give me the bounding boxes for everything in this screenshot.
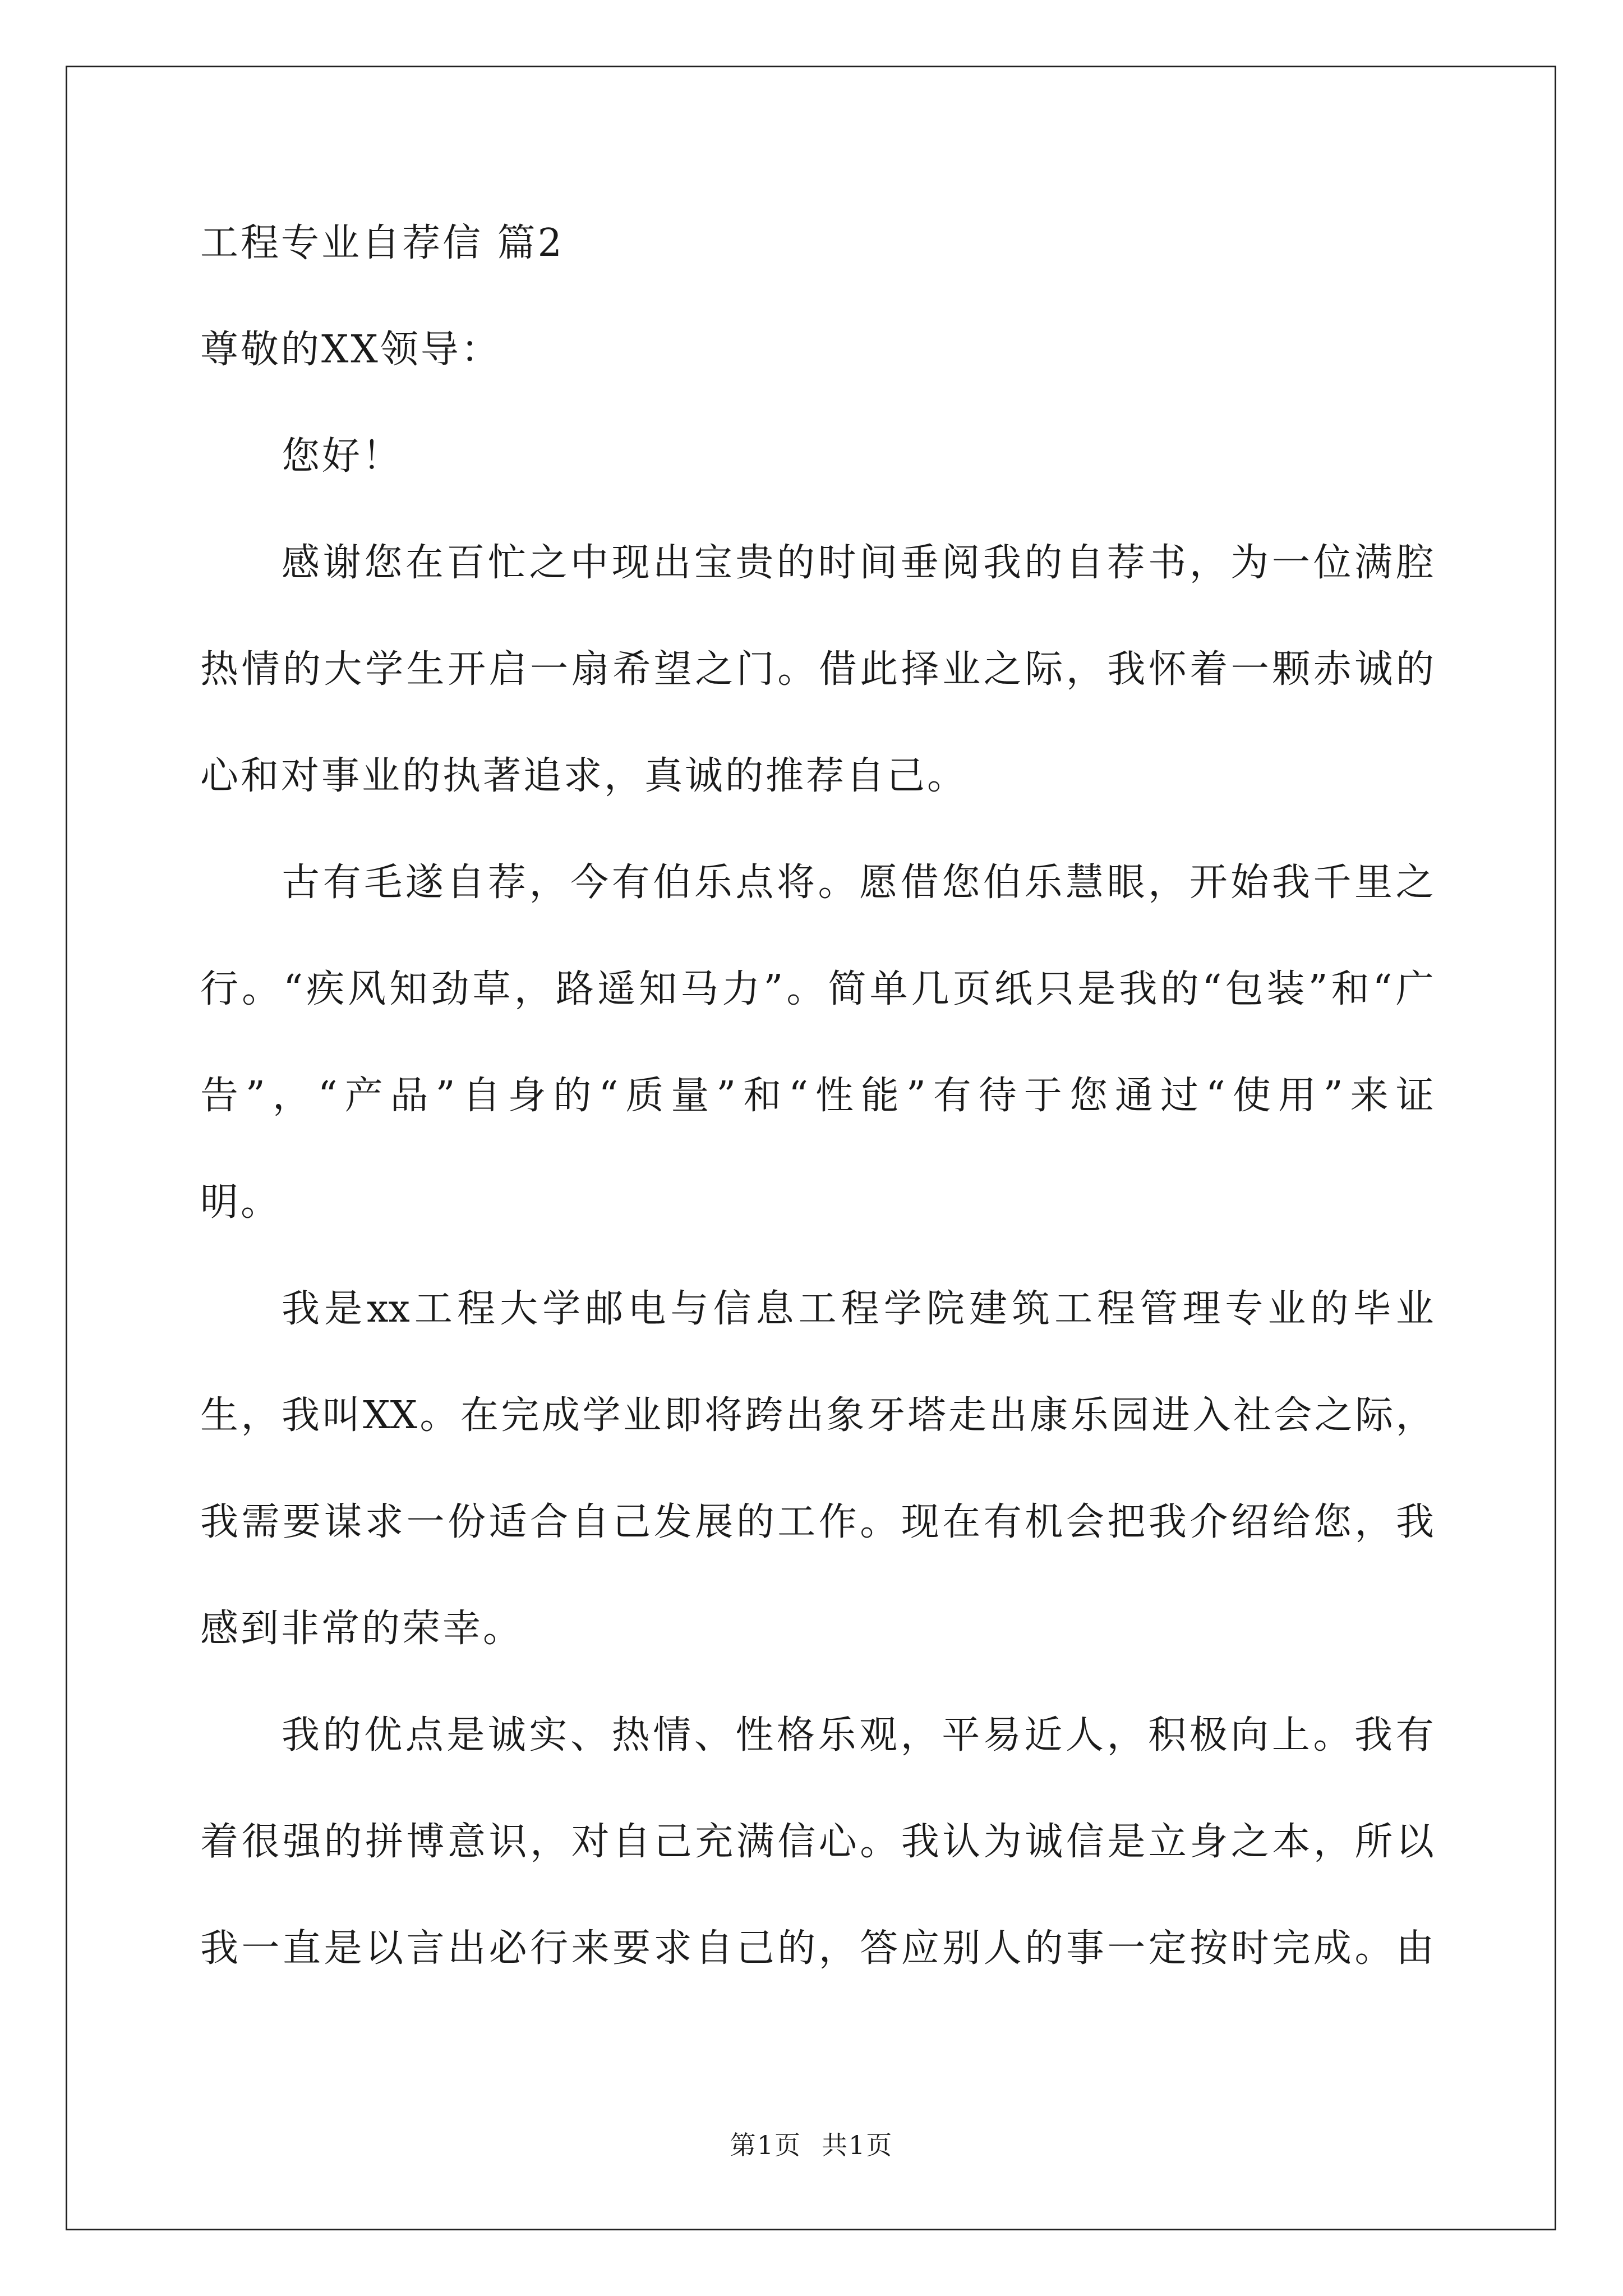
paragraph-line: 明。	[200, 1180, 282, 1225]
paragraph-line: 心和对事业的执著追求，真诚的推荐自己。	[200, 754, 968, 798]
paragraph-line: 告 ” ， “ 产 品 ” 自 身 的 “ 质 量 ” 和 “ 性 能 ” 有 待 于 您 通 过 “ 使 用 ” 来 证	[200, 1074, 1434, 1118]
greeting: 您好！	[282, 434, 403, 478]
paragraph-line: 我 需 要 谋 求 一 份 适 合 自 己 发 展 的 工 作 。 现 在 有 机 会 把 我 介 绍 给 您 ， 我	[200, 1500, 1434, 1544]
paragraph-line: 我 的 优 点 是 诚 实 、 热 情 、 性 格 乐 观 ， 平 易 近 人 ， 积 极 向 上 。 我 有	[282, 1713, 1434, 1757]
paragraph-line: 感到非常的荣幸。	[200, 1607, 524, 1651]
page-total: 共1页	[822, 2130, 893, 2160]
salutation: 尊敬的XX领导：	[200, 328, 501, 372]
page-border	[66, 66, 1556, 2230]
page-number: 第1页	[730, 2130, 801, 2160]
paragraph-line: 着 很 强 的 拼 博 意 识 ， 对 自 己 充 满 信 心 。 我 认 为 诚 信 是 立 身 之 本 ， 所 以	[200, 1820, 1434, 1864]
paragraph-line: 我 一 直 是 以 言 出 必 行 来 要 求 自 己 的 ， 答 应 别 人 的 事 一 定 按 时 完 成 。 由	[200, 1926, 1434, 1971]
paragraph-line: 生 ， 我 叫 XX 。 在 完 成 学 业 即 将 跨 出 象 牙 塔 走 出 康 乐 园 进 入 社 会 之 际 ，	[200, 1393, 1434, 1438]
paragraph-line: 行 。 “ 疾 风 知 劲 草 ， 路 遥 知 马 力 ” 。 简 单 几 页 纸 只 是 我 的 “ 包 装 ” 和 “ 广	[200, 967, 1434, 1011]
page-footer	[0, 2125, 1623, 2162]
paragraph-line: 古 有 毛 遂 自 荐 ， 今 有 伯 乐 点 将 。 愿 借 您 伯 乐 慧 眼 ， 开 始 我 千 里 之	[282, 861, 1434, 905]
paragraph-line: 感 谢 您 在 百 忙 之 中 现 出 宝 贵 的 时 间 垂 阅 我 的 自 荐 书 ， 为 一 位 满 腔	[282, 541, 1434, 585]
document-title: 工程专业自荐信 篇2	[200, 221, 564, 265]
paragraph-line: 我 是 xx 工 程 大 学 邮 电 与 信 息 工 程 学 院 建 筑 工 程 管 理 专 业 的 毕 业	[282, 1287, 1434, 1331]
paragraph-line: 热 情 的 大 学 生 开 启 一 扇 希 望 之 门 。 借 此 择 业 之 际 ， 我 怀 着 一 颗 赤 诚 的	[200, 647, 1434, 692]
